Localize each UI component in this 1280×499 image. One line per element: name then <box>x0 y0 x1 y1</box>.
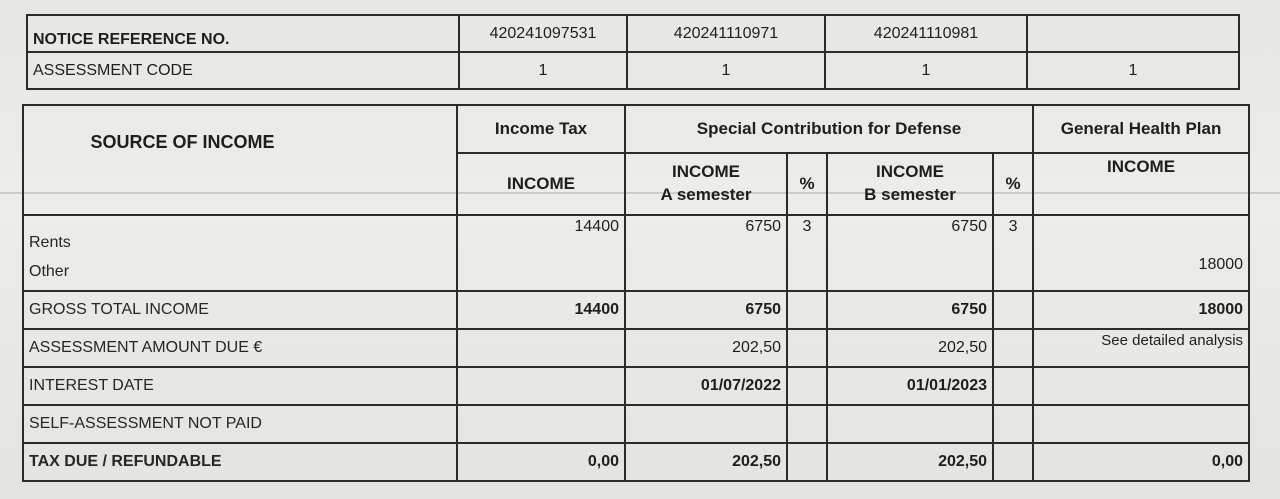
assessment-amount-a-percent <box>787 329 827 367</box>
notice-number-1: 420241097531 <box>459 15 627 52</box>
assessment-amount-income-tax <box>457 329 625 367</box>
gross-total-row <box>23 291 1249 329</box>
rents-b-percent: 3 <box>993 215 1033 254</box>
a-semester-income-header <box>625 153 787 215</box>
gross-total-a-percent <box>787 291 827 329</box>
assessment-amount-label: ASSESSMENT AMOUNT DUE € <box>23 329 457 367</box>
assessment-amount-b-percent <box>993 329 1033 367</box>
other-row <box>23 254 1249 291</box>
gross-total-ghp: 18000 <box>1033 291 1249 329</box>
income-tax-header: Income Tax <box>457 105 625 153</box>
tax-due-label: TAX DUE / REFUNDABLE <box>23 443 457 481</box>
notice-reference-row <box>27 15 1239 52</box>
rents-a-percent: 3 <box>787 215 827 254</box>
b-semester-income-header <box>827 153 993 215</box>
gross-total-b-income: 6750 <box>827 291 993 329</box>
interest-date-b: 01/01/2023 <box>827 367 993 405</box>
gross-total-b-percent <box>993 291 1033 329</box>
self-assessment-row <box>23 405 1249 443</box>
b-semester-percent-header: % <box>993 153 1033 215</box>
assessment-code-2: 1 <box>627 52 825 89</box>
assessment-amount-a-income: 202,50 <box>625 329 787 367</box>
other-a-income <box>625 254 787 291</box>
a-semester-income-label: INCOME <box>672 162 740 182</box>
rents-b-income: 6750 <box>827 215 993 254</box>
rents-ghp <box>1033 215 1249 254</box>
ghp-income-header: INCOME <box>1033 153 1249 215</box>
other-b-percent <box>993 254 1033 291</box>
a-semester-percent-header: % <box>787 153 827 215</box>
tax-due-a: 202,50 <box>625 443 787 481</box>
notice-reference-label: NOTICE REFERENCE NO. <box>27 15 459 52</box>
income-tax-income-header: INCOME <box>457 153 625 215</box>
notice-number-4 <box>1027 15 1239 52</box>
rents-row <box>23 215 1249 254</box>
notice-number-2: 420241110971 <box>627 15 825 52</box>
tax-due-income-tax: 0,00 <box>457 443 625 481</box>
a-semester-label: A semester <box>660 185 752 204</box>
income-table <box>22 104 1250 482</box>
tax-due-ghp: 0,00 <box>1033 443 1249 481</box>
tax-due-b-percent <box>993 443 1033 481</box>
interest-date-income-tax <box>457 367 625 405</box>
rents-label: Rents <box>23 215 457 254</box>
interest-date-ghp <box>1033 367 1249 405</box>
interest-date-b-percent <box>993 367 1033 405</box>
rents-a-income: 6750 <box>625 215 787 254</box>
rents-income-tax: 14400 <box>457 215 625 254</box>
gross-total-income-tax: 14400 <box>457 291 625 329</box>
other-b-income <box>827 254 993 291</box>
assessment-code-1: 1 <box>459 52 627 89</box>
assessment-code-row <box>27 52 1239 89</box>
self-assessment-a <box>625 405 787 443</box>
gross-total-label: GROSS TOTAL INCOME <box>23 291 457 329</box>
reference-table <box>26 14 1240 90</box>
other-a-percent <box>787 254 827 291</box>
self-assessment-a-percent <box>787 405 827 443</box>
assessment-code-3: 1 <box>825 52 1027 89</box>
assessment-code-label: ASSESSMENT CODE <box>27 52 459 89</box>
notice-number-3: 420241110981 <box>825 15 1027 52</box>
self-assessment-income-tax <box>457 405 625 443</box>
other-ghp: 18000 <box>1033 254 1249 291</box>
b-semester-income-label: INCOME <box>876 162 944 182</box>
self-assessment-b <box>827 405 993 443</box>
special-contribution-header: Special Contribution for Defense <box>625 105 1033 153</box>
source-of-income-header: SOURCE OF INCOME <box>23 105 457 215</box>
self-assessment-ghp <box>1033 405 1249 443</box>
interest-date-a-percent <box>787 367 827 405</box>
tax-due-a-percent <box>787 443 827 481</box>
assessment-amount-b-income: 202,50 <box>827 329 993 367</box>
self-assessment-b-percent <box>993 405 1033 443</box>
gross-total-a-income: 6750 <box>625 291 787 329</box>
tax-due-row <box>23 443 1249 481</box>
header-row-1 <box>23 105 1249 153</box>
general-health-plan-header: General Health Plan <box>1033 105 1249 153</box>
other-income-tax <box>457 254 625 291</box>
b-semester-label: B semester <box>864 185 956 204</box>
assessment-amount-row <box>23 329 1249 367</box>
interest-date-label: INTEREST DATE <box>23 367 457 405</box>
self-assessment-label: SELF-ASSESSMENT NOT PAID <box>23 405 457 443</box>
interest-date-row <box>23 367 1249 405</box>
other-label: Other <box>23 254 457 291</box>
tax-due-b: 202,50 <box>827 443 993 481</box>
interest-date-a: 01/07/2022 <box>625 367 787 405</box>
assessment-amount-ghp: See detailed analysis <box>1033 329 1249 367</box>
assessment-code-4: 1 <box>1027 52 1239 89</box>
